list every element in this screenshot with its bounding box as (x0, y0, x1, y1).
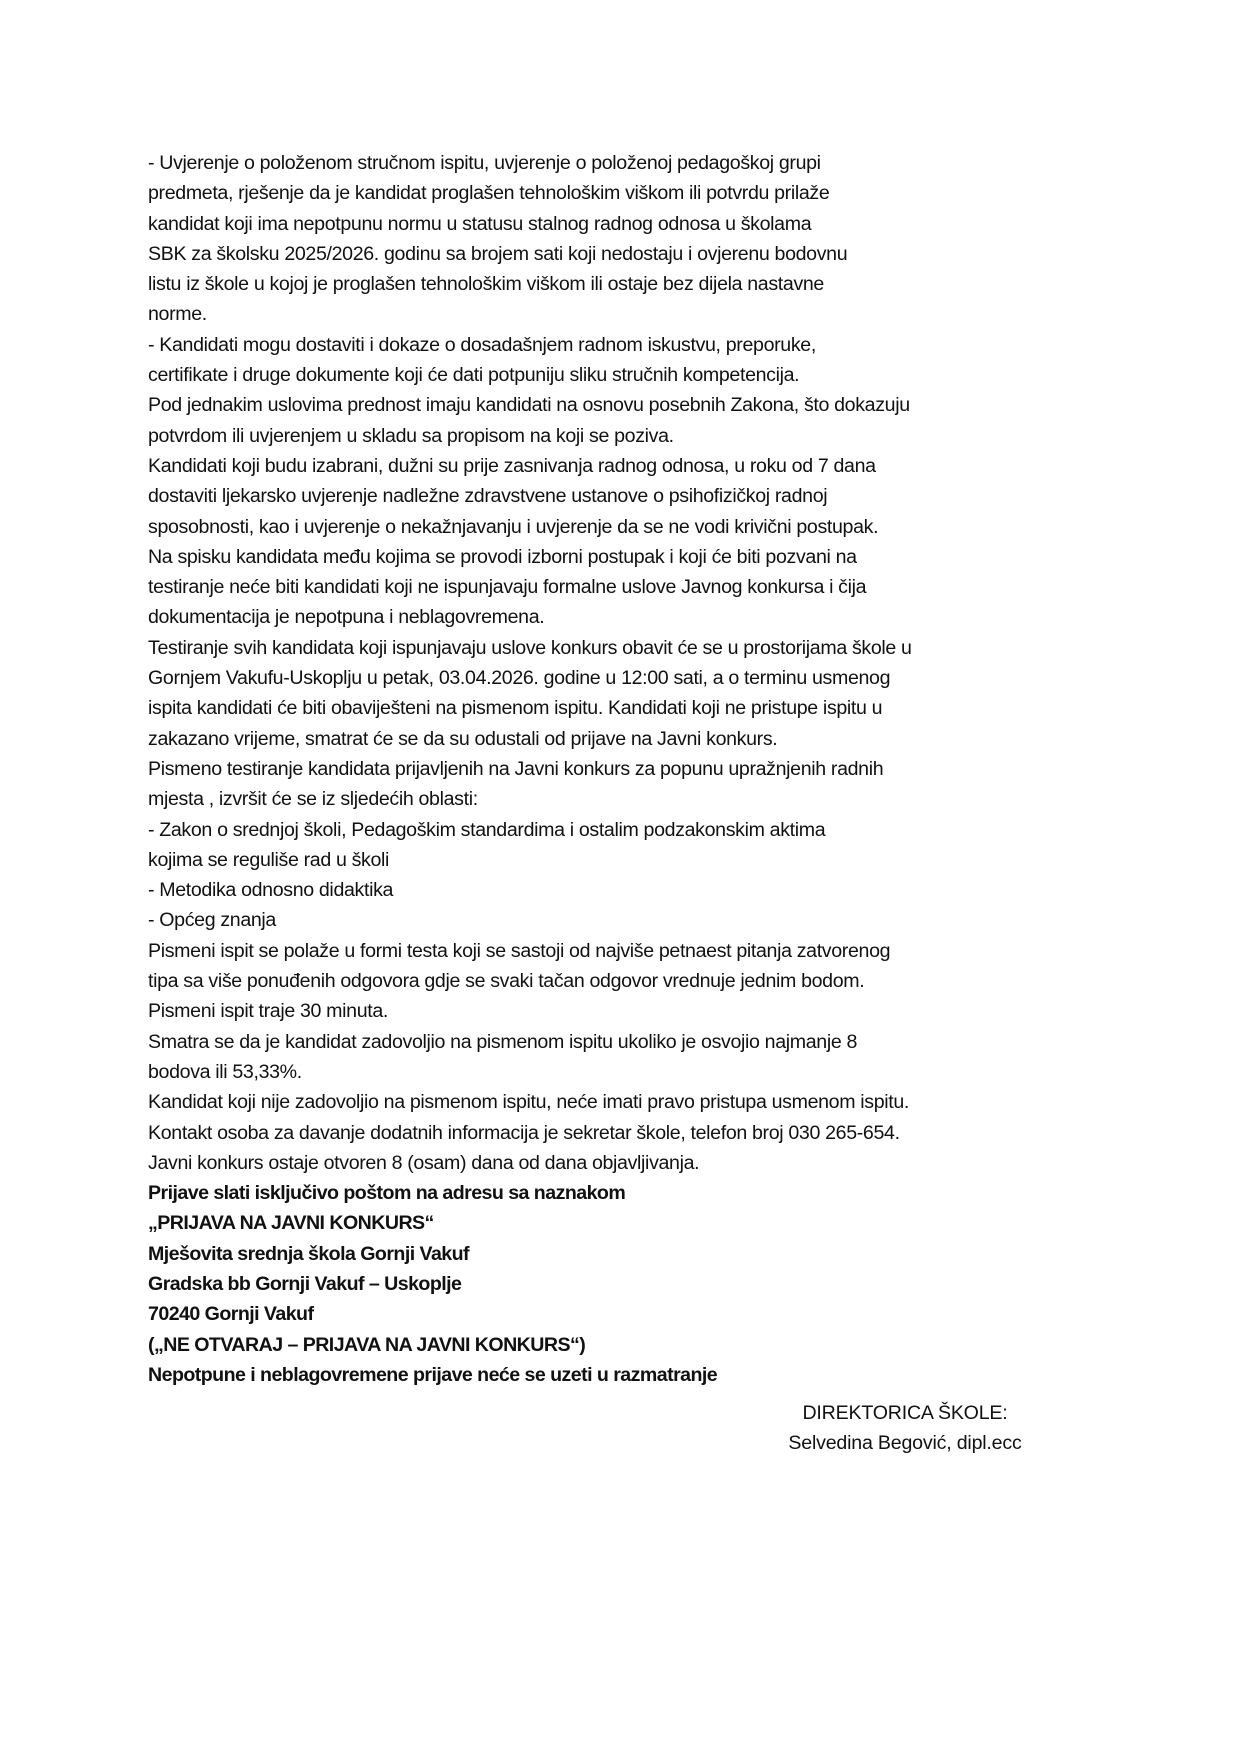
text-line: ispita kandidati će biti obaviješteni na pismenom ispitu. Kandidati koji ne pristupe ispitu u (148, 697, 883, 720)
text-line: Pismeno testiranje kandidata prijavljenih na Javni konkurs za popunu upražnjenih radnih (148, 757, 884, 780)
text-line: zakazano vrijeme, smatrat će se da su odustali od prijave na Javni konkurs. (148, 727, 778, 750)
text-line: Kandidat koji nije zadovoljio na pismenom ispitu, neće imati pravo pristupa usmenom ispitu. (148, 1091, 910, 1114)
text-line: kojima se reguliše rad u školi (148, 848, 390, 871)
text-line: testiranje neće biti kandidati koji ne ispunjavaju formalne uslove Javnog konkursa i čija (148, 576, 867, 599)
signature-block (760, 1398, 1050, 1459)
text-line: SBK za školsku 2025/2026. godinu sa brojem sati koji nedostaju i ovjerenu bodovnu (148, 242, 848, 265)
text-line: kandidat koji ima nepotpunu normu u statusu stalnog radnog odnosa u školama (148, 212, 812, 235)
text-line: potvrdom ili uvjerenjem u skladu sa propisom na koji se poziva. (148, 424, 674, 447)
text-line: dokumentacija je nepotpuna i neblagovremena. (148, 606, 545, 629)
envelope-label: „PRIJAVA NA JAVNI KONKURS“ (148, 1212, 434, 1235)
address-postal: 70240 Gornji Vakuf (148, 1303, 314, 1326)
text-line: Na spisku kandidata među kojima se provodi izborni postupak i koji će biti pozvani na (148, 545, 857, 568)
text-line: - Uvjerenje o položenom stručnom ispitu, uvjerenje o položenoj pedagoškoj grupi (148, 152, 821, 174)
document-body (148, 148, 1108, 1390)
text-line: - Zakon o srednjoj školi, Pedagoškim standardima i ostalim podzakonskim aktima (148, 818, 826, 841)
text-line: Testiranje svih kandidata koji ispunjavaju uslove konkurs obavit će se u prostorijama škole u (148, 636, 912, 659)
text-line: - Kandidati mogu dostaviti i dokaze o dosadašnjem radnom iskustvu, preporuke, (148, 333, 816, 356)
signature-name: Selvedina Begović, dipl.ecc (788, 1432, 1022, 1455)
text-line: bodova ili 53,33%. (148, 1060, 302, 1083)
text-line: certifikate i druge dokumente koji će dati potpuniju sliku stručnih kompetencija. (148, 364, 800, 387)
text-line: dostaviti ljekarsko uvjerenje nadležne zdravstvene ustanove o psihofizičkoj radnoj (148, 485, 828, 508)
address-school-name: Mješovita srednja škola Gornji Vakuf (148, 1242, 470, 1265)
signature-title: DIREKTORICA ŠKOLE: (802, 1402, 1008, 1424)
text-line: predmeta, rješenje da je kandidat proglašen tehnološkim viškom ili potvrdu prilaže (148, 182, 830, 205)
text-line: Kandidati koji budu izabrani, dužni su prije zasnivanja radnog odnosa, u roku od 7 dana (148, 454, 876, 477)
text-line: Javni konkurs ostaje otvoren 8 (osam) dana od dana objavljivanja. (148, 1151, 700, 1174)
incomplete-applications-note: Nepotpune i neblagovremene prijave neće se uzeti u razmatranje (148, 1363, 718, 1386)
text-line: norme. (148, 303, 207, 326)
submission-instructions: Prijave slati isključivo poštom na adresu sa naznakom (148, 1182, 626, 1205)
text-line: listu iz škole u kojoj je proglašen tehnološkim viškom ili ostaje bez dijela nastavne (148, 273, 824, 296)
text-line: - Općeg znanja (148, 909, 276, 932)
text-line: Gornjem Vakufu-Uskoplju u petak, 03.04.2026. godine u 12:00 sati, a o terminu usmenog (148, 667, 891, 690)
text-line: tipa sa više ponuđenih odgovora gdje se svaki tačan odgovor vrednuje jednim bodom. (148, 970, 865, 993)
text-line: Smatra se da je kandidat zadovoljio na pismenom ispitu ukoliko je osvojio najmanje 8 (148, 1030, 858, 1053)
text-line: - Metodika odnosno didaktika (148, 879, 394, 902)
address-street: Gradska bb Gornji Vakuf – Uskoplje (148, 1272, 462, 1295)
text-line: mjesta , izvršit će se iz sljedećih oblasti: (148, 788, 478, 811)
envelope-do-not-open: („NE OTVARAJ – PRIJAVA NA JAVNI KONKURS“) (148, 1333, 586, 1356)
text-line: Pismeni ispit se polaže u formi testa koji se sastoji od najviše petnaest pitanja zatvorenog (148, 939, 891, 962)
text-line: sposobnosti, kao i uvjerenje o nekažnjavanju i uvjerenje da se ne vodi krivični postupak. (148, 515, 879, 538)
text-line: Pod jednakim uslovima prednost imaju kandidati na osnovu posebnih Zakona, što dokazuju (148, 394, 910, 417)
text-line: Pismeni ispit traje 30 minuta. (148, 1000, 388, 1023)
text-line: Kontakt osoba za davanje dodatnih informacija je sekretar škole, telefon broj 030 265-654. (148, 1121, 900, 1144)
